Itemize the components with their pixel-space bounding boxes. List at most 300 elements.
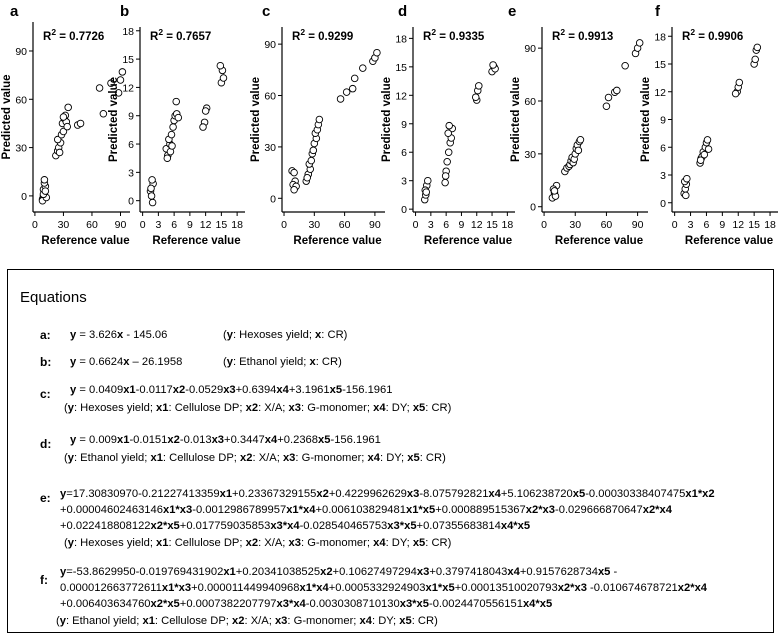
r-squared-label (43, 27, 104, 43)
data-point (359, 65, 366, 72)
data-point (291, 186, 298, 193)
y-tick-label: 60 (264, 90, 276, 103)
equation-text: : Ethanol yield; (73, 452, 151, 464)
x-tick-label: 60 (338, 219, 351, 231)
data-point (337, 96, 344, 103)
variable-symbol: x3*x4 (276, 598, 306, 610)
equation-text: +0.9157628734 (519, 566, 598, 578)
equation-text: +0.3447 (224, 434, 265, 446)
equation-text: = 0.0409 (76, 384, 124, 396)
equation-text: -0.010674678721 (586, 582, 678, 594)
equation-text: =-53.8629950-0.019769431902 (66, 566, 224, 578)
variable-symbol: x2 (167, 434, 180, 446)
r-squared-value: = 0.9913 (565, 31, 614, 43)
variable-symbol: x1 (223, 566, 236, 578)
data-point (446, 122, 453, 129)
equation-label: d: (40, 437, 52, 451)
data-point (732, 90, 739, 97)
equation-text: =17.30830970-0.21227413359 (66, 488, 220, 500)
equation-line (60, 565, 617, 581)
equation-text: +0.000011449940968 (191, 582, 300, 594)
y-tick-label: 18 (395, 33, 407, 46)
data-point (100, 110, 107, 117)
equation-text: -0.0024470556151 (428, 598, 523, 610)
r-symbol: R (552, 31, 561, 43)
variable-symbol: x1*x4 (286, 504, 316, 516)
variable-symbol: y (70, 384, 77, 396)
y-tick-label: 15 (395, 61, 407, 74)
equation-text: - 145.06 (123, 329, 168, 341)
equation-text: +0.20341038525 (235, 566, 321, 578)
data-point (575, 147, 582, 154)
x-tick-label: 18 (764, 219, 776, 231)
data-point (614, 87, 621, 94)
equation-a (40, 328, 760, 346)
equation-f (40, 565, 770, 629)
data-point (736, 79, 743, 86)
x-axis-title: Reference value (554, 235, 644, 247)
x-tick-label: 0 (281, 219, 287, 231)
y-tick-label: 12 (395, 90, 407, 103)
equation-text: : G-monomer; (300, 402, 374, 414)
equation-text: +0.2368 (277, 434, 319, 446)
y-tick-label: 0 (270, 193, 276, 206)
variable-symbol: x5 (318, 434, 331, 446)
variable-symbol: x5 (407, 452, 420, 464)
variable-symbol: x1*x2 (685, 488, 715, 500)
variable-symbol: x5 (412, 537, 426, 549)
y-tick-label: 3 (128, 167, 134, 180)
panel-label: d (398, 3, 408, 20)
variable-symbol: x1 (150, 452, 163, 464)
data-point (41, 176, 48, 183)
scatter-panel-c (250, 3, 385, 247)
data-point (682, 192, 689, 199)
variable-symbol: x5 (412, 402, 426, 414)
variable-symbol: x3 (211, 434, 225, 446)
data-point (423, 189, 430, 196)
x-tick-label: 15 (486, 219, 498, 231)
variable-symbol: x2*x3 (525, 504, 555, 516)
data-point (349, 85, 356, 92)
variable-symbol: y (70, 356, 77, 368)
x-tick-label: 30 (308, 219, 321, 231)
equation-text: +0.022418808122 (60, 520, 151, 532)
equation-text: : G-monomer; (300, 537, 374, 549)
equation-line (60, 487, 715, 503)
equation-text: +0.0005332924903 (328, 582, 426, 594)
equation-text: : Cellulose DP; (168, 402, 246, 414)
data-point (442, 173, 449, 180)
x-tick-label: 60 (600, 219, 613, 231)
equation-text: : CR) (321, 329, 348, 341)
x-tick-label: 30 (569, 219, 582, 231)
data-point (424, 177, 431, 184)
variable-symbol: x4 (367, 452, 380, 464)
variable-symbol: x2 (316, 488, 329, 500)
equation-text: : DY; (371, 615, 400, 627)
variable-symbol: x2 (232, 615, 245, 627)
equation-legend (64, 401, 451, 417)
scatter-panel-d (381, 3, 515, 247)
x-tick-label: 6 (703, 219, 710, 231)
data-point (175, 114, 182, 121)
x-tick-label: 9 (458, 219, 465, 231)
equation-text: +0.07355683814 (416, 520, 501, 532)
variable-symbol: x1 (142, 615, 155, 627)
x-tick-label: 3 (687, 219, 694, 231)
x-tick-label: 0 (541, 219, 548, 231)
equation-text: : CR) (315, 356, 342, 368)
r-squared-value: = 0.9906 (695, 31, 744, 43)
y-tick-label: 15 (122, 54, 134, 67)
data-point (577, 136, 584, 143)
data-point (442, 179, 449, 186)
r-squared-exponent: 2 (431, 27, 437, 37)
x-tick-label: 9 (186, 219, 193, 231)
equation-text: -0.0117 (135, 384, 173, 396)
variable-symbol: x2 (320, 566, 333, 578)
data-point (605, 94, 612, 101)
equation-text: : Cellulose DP; (168, 537, 246, 549)
equation-label: b: (40, 355, 52, 369)
panel-label: e (508, 3, 517, 20)
data-point (164, 155, 171, 162)
data-point (316, 116, 323, 123)
equations-box (7, 269, 774, 633)
data-point (149, 199, 156, 206)
data-point (65, 104, 72, 111)
equation-text: : CR) (425, 402, 452, 414)
equation-text: -8.075792821 (419, 488, 489, 500)
equation-text: ( (64, 402, 68, 414)
data-point (170, 124, 177, 131)
data-point (684, 175, 691, 182)
variable-symbol: y (67, 402, 74, 414)
variable-symbol: x3*x5 (387, 520, 417, 532)
equation-text: : Ethanol yield; (232, 356, 310, 368)
equation-text: -156.1961 (342, 384, 393, 396)
equation-text: 0.000012663772611 (60, 582, 162, 594)
variable-symbol: x3 (223, 384, 236, 396)
y-axis-title: Predicted value (510, 76, 522, 163)
equation-text: +0.0007382207797 (179, 598, 277, 610)
y-axis-title: Predicted value (640, 76, 652, 163)
equation-text: ( (64, 537, 68, 549)
variable-symbol: x4 (488, 488, 501, 500)
equation-d (40, 433, 760, 469)
equation-text: +0.23367329155 (232, 488, 317, 500)
equation-text: : DY; (385, 537, 413, 549)
equation-text: -0.013 (179, 434, 212, 446)
data-point (351, 75, 358, 82)
equation-legend (64, 536, 451, 552)
equation-line (70, 355, 182, 371)
x-tick-label: 18 (231, 219, 243, 231)
equation-text: = 3.626 (76, 329, 117, 341)
x-tick-label: 60 (86, 219, 98, 231)
variable-symbol: x4*x5 (522, 598, 553, 610)
equation-text: +0.00004602463146 (60, 504, 163, 516)
equation-b (40, 355, 760, 373)
equation-text: : CR) (411, 615, 438, 627)
equation-line (60, 597, 552, 613)
x-tick-label: 18 (501, 219, 514, 231)
equation-line (70, 433, 381, 449)
equation-text: -0.00030338407475 (585, 488, 686, 500)
equation-text: -0.029666870647 (555, 504, 643, 516)
equation-note (223, 355, 342, 371)
x-axis-title: Reference value (684, 235, 774, 247)
x-tick-label: 12 (470, 219, 483, 231)
equation-text: ( (223, 356, 227, 368)
y-axis-title: Predicted value (1, 74, 13, 160)
data-point (603, 103, 610, 110)
y-tick-label: 30 (15, 142, 27, 155)
r-squared-exponent: 2 (300, 27, 306, 37)
equation-text: : CR) (425, 537, 452, 549)
variable-symbol: x4 (359, 615, 372, 627)
equation-note (223, 328, 347, 344)
variable-symbol: x2*x4 (677, 582, 708, 594)
equations-title: Equations (20, 289, 87, 306)
variable-symbol: x5 (399, 615, 412, 627)
variable-symbol: x4 (507, 566, 520, 578)
y-tick-label: 15 (654, 59, 666, 71)
x-tick-label: 15 (748, 219, 760, 231)
data-point (148, 185, 155, 192)
data-point (754, 44, 761, 51)
equation-text: +0.000889515367 (435, 504, 526, 516)
equation-line (60, 519, 530, 535)
data-point (304, 174, 311, 181)
variable-symbol: x (123, 356, 130, 368)
variable-symbol: x3 (406, 488, 420, 500)
variable-symbol: x1 (156, 402, 169, 414)
equation-label: a: (40, 328, 51, 342)
variable-symbol: x2*x3 (557, 582, 587, 594)
variable-symbol: y (70, 434, 77, 446)
data-point (551, 188, 558, 195)
data-point (752, 56, 759, 63)
equation-line (60, 581, 707, 597)
variable-symbol: x3*x4 (270, 520, 300, 532)
variable-symbol: x4*x5 (500, 520, 531, 532)
variable-symbol: x5 (329, 384, 343, 396)
panel-label: b (120, 3, 130, 20)
data-point (444, 158, 451, 165)
variable-symbol: x1 (156, 537, 169, 549)
x-tick-label: 0 (139, 219, 146, 231)
equation-text: +0.10627497294 (332, 566, 417, 578)
equation-line (70, 328, 167, 344)
y-tick-label: 9 (660, 114, 666, 127)
x-tick-label: 6 (171, 219, 178, 231)
variable-symbol: x2 (245, 402, 259, 414)
variable-symbol: x3 (288, 402, 301, 414)
equation-text: -0.0151 (129, 434, 168, 446)
y-tick-label: 90 (264, 39, 276, 52)
data-point (343, 89, 350, 96)
data-point (217, 62, 224, 69)
data-point (704, 137, 711, 144)
r-squared-value: = 0.9335 (436, 31, 485, 43)
data-point (475, 83, 482, 90)
variable-symbol: x4 (276, 384, 289, 396)
r-symbol: R (423, 31, 432, 43)
panel-label: a (10, 3, 19, 20)
data-point (445, 130, 452, 137)
y-tick-label: 18 (654, 31, 666, 44)
equation-text: = 0.6624 (76, 356, 124, 368)
data-point (374, 49, 381, 56)
equation-text: +3.1961 (288, 384, 330, 396)
equation-text: - (610, 566, 618, 578)
equation-text: +0.6394 (235, 384, 277, 396)
x-tick-label: 15 (215, 219, 228, 231)
x-tick-label: 0 (31, 219, 38, 231)
r-squared-label (423, 27, 485, 43)
r-squared-value: = 0.7657 (163, 31, 212, 43)
equation-text: +5.106238720 (500, 488, 573, 500)
equation-e (40, 487, 770, 551)
scatter-panel-e (508, 3, 648, 247)
y-tick-label: 60 (524, 96, 536, 108)
y-axis-title: Predicted value (381, 76, 393, 163)
variable-symbol: x1*x5 (405, 504, 436, 516)
variable-symbol: y (226, 329, 233, 341)
data-point (56, 149, 63, 156)
variable-symbol: x2*x5 (150, 520, 180, 532)
y-tick-label: 30 (524, 148, 536, 161)
variable-symbol: x1 (123, 384, 136, 396)
equation-text: : G-monomer; (287, 615, 360, 627)
x-axis-title: Reference value (423, 235, 513, 247)
equation-text: : DY; (385, 402, 413, 414)
equation-text: ( (64, 452, 68, 464)
variable-symbol: x2 (240, 452, 253, 464)
data-point (701, 151, 708, 158)
variable-symbol: x1*x5 (425, 582, 455, 594)
r-symbol: R (150, 31, 159, 43)
variable-symbol: x2 (172, 384, 186, 396)
equation-text: : Cellulose DP; (154, 615, 233, 627)
y-tick-label: 90 (15, 45, 27, 58)
variable-symbol: x2*x4 (642, 504, 672, 516)
equation-text: : Ethanol yield; (65, 615, 143, 627)
variable-symbol: x3 (288, 537, 301, 549)
equation-legend (64, 451, 446, 467)
scatter-panels (0, 0, 784, 262)
y-tick-label: 30 (264, 141, 276, 154)
data-point (636, 40, 643, 47)
variable-symbol: x1*x3 (162, 504, 193, 516)
data-point (173, 98, 180, 105)
equation-text: = 0.009 (76, 434, 117, 446)
data-point (149, 177, 156, 184)
data-point (622, 62, 629, 69)
equation-text: : CR) (419, 452, 446, 464)
y-tick-label: 0 (128, 195, 134, 208)
scatter-panel-b (108, 3, 245, 247)
variable-symbol: y (67, 452, 74, 464)
y-tick-label: 0 (530, 201, 536, 214)
x-tick-label: 0 (412, 219, 419, 231)
variable-symbol: x4 (264, 434, 278, 446)
equation-text: +0.006103829481 (315, 504, 406, 516)
data-point (148, 193, 155, 200)
equation-text: +0.4229962629 (328, 488, 407, 500)
variable-symbol: x1 (219, 488, 233, 500)
variable-symbol: x3 (416, 566, 430, 578)
variable-symbol: x (116, 329, 124, 341)
y-axis-title: Predicted value (250, 76, 262, 163)
panel-label: c (262, 3, 271, 20)
variable-symbol: x2*x5 (150, 598, 180, 610)
variable-symbol: x1*x3 (161, 582, 192, 594)
r-squared-value: = 0.7726 (56, 31, 105, 43)
equation-text: ( (56, 615, 60, 627)
data-point (64, 123, 71, 130)
variable-symbol: x4 (373, 537, 386, 549)
variable-symbol: x5 (572, 488, 586, 500)
x-tick-label: 3 (155, 219, 162, 231)
x-tick-label: 3 (427, 219, 434, 231)
r-squared-exponent: 2 (690, 27, 696, 37)
equation-text: -0.0529 (185, 384, 224, 396)
y-tick-label: 60 (15, 94, 27, 107)
y-tick-label: 6 (401, 147, 407, 160)
equation-text: : Hexoses yield; (232, 329, 316, 341)
y-axis-title: Predicted value (108, 76, 120, 163)
variable-symbol: x2 (245, 537, 259, 549)
equation-label: f: (40, 573, 48, 587)
y-tick-label: 6 (660, 142, 666, 155)
data-point (220, 75, 227, 82)
data-point (119, 69, 126, 76)
x-tick-label: 90 (631, 219, 644, 231)
y-tick-label: 6 (128, 139, 134, 152)
r-squared-label (292, 27, 353, 43)
y-tick-label: 0 (660, 197, 666, 210)
x-tick-label: 9 (719, 219, 726, 231)
data-point (445, 149, 452, 156)
equation-text: : G-monomer; (295, 452, 368, 464)
x-axis-title: Reference value (41, 235, 130, 247)
equation-text: : Hexoses yield; (73, 402, 157, 414)
equation-legend (56, 614, 438, 630)
equation-text: +0.017759035853 (179, 520, 271, 532)
equation-text: : X/A; (252, 452, 283, 464)
variable-symbol: y (226, 356, 233, 368)
y-tick-label: 9 (401, 118, 407, 131)
data-point (60, 114, 67, 121)
variable-symbol: x3 (274, 615, 288, 627)
variable-symbol: y (59, 615, 66, 627)
equation-label: c: (40, 387, 51, 401)
equation-text: -0.0012986789957 (192, 504, 287, 516)
y-tick-label: 0 (21, 190, 27, 203)
equation-line (70, 383, 392, 399)
data-point (472, 94, 479, 101)
equation-c (40, 383, 760, 419)
y-tick-label: 12 (654, 86, 666, 99)
variable-symbol: x4 (373, 402, 386, 414)
variable-symbol: y (70, 329, 77, 341)
equation-text: : Cellulose DP; (162, 452, 241, 464)
r-squared-exponent: 2 (560, 27, 566, 37)
equation-text: -0.0030308710130 (305, 598, 400, 610)
